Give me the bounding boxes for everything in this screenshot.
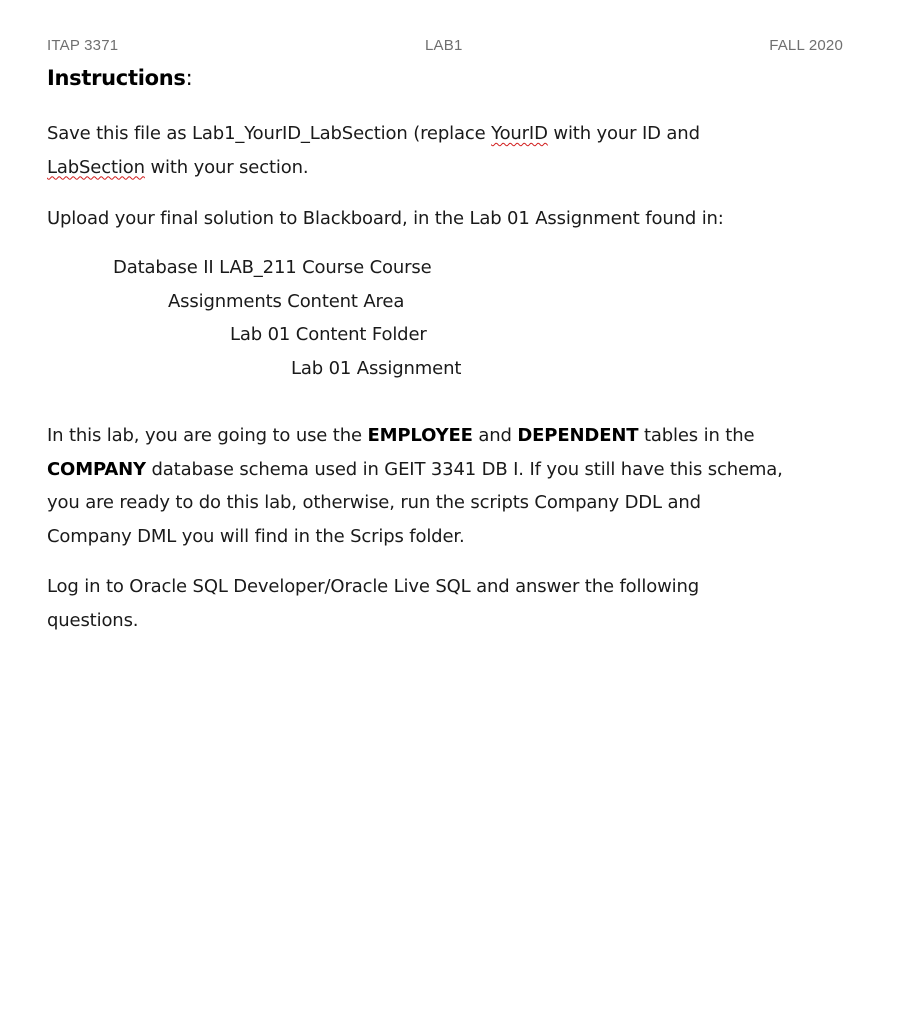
company-schema-name: COMPANY xyxy=(47,458,146,480)
header-lab-label: LAB1 xyxy=(425,37,463,54)
login-line-2: questions. xyxy=(47,609,139,631)
upload-text: Upload your final solution to Blackboard, in the Lab 01 Assignment found in: xyxy=(47,208,724,229)
dependent-table-name: DEPENDENT xyxy=(517,425,639,446)
login-line-1: Log in to Oracle SQL Developer/Oracle Live SQL and answer the following xyxy=(47,576,700,597)
lab-line-2 xyxy=(47,453,867,487)
save-file-paragraph xyxy=(47,117,867,184)
path-level-3: Lab 01 Content Folder xyxy=(230,324,427,345)
spellcheck-word-yourid: YourID xyxy=(491,123,548,144)
save-text-1b: with your ID and xyxy=(547,123,700,144)
path-level-1: Database II LAB_211 Course Course xyxy=(113,257,432,278)
instructions-heading-colon: : xyxy=(185,66,193,90)
upload-paragraph xyxy=(47,202,867,236)
save-text-1a: Save this file as Lab1_YourID_LabSection (replace xyxy=(47,123,492,144)
lab-text-1b: and xyxy=(472,425,518,446)
employee-table-name: EMPLOYEE xyxy=(367,425,473,446)
spellcheck-word-labsection: LabSection xyxy=(47,156,145,178)
lab-text-2a: database schema used in GEIT 3341 DB I. If you still have this schema, xyxy=(145,458,783,480)
lab-line-1 xyxy=(47,419,867,453)
lab-text-1a: In this lab, you are going to use the xyxy=(47,425,368,446)
login-paragraph xyxy=(47,570,867,637)
lab-description-paragraph xyxy=(47,419,867,553)
lab-line-4: Company DML you will find in the Scrips folder. xyxy=(47,525,465,547)
path-level-2: Assignments Content Area xyxy=(168,291,405,312)
header-semester: FALL 2020 xyxy=(769,37,843,54)
save-line-2 xyxy=(47,151,867,185)
save-text-2b: with your section. xyxy=(144,156,309,178)
header-course-code: ITAP 3371 xyxy=(47,37,119,54)
lab-text-1c: tables in the xyxy=(638,425,755,446)
lab-line-3: you are ready to do this lab, otherwise, run the scripts Company DDL and xyxy=(47,492,701,513)
path-level-4: Lab 01 Assignment xyxy=(291,358,462,379)
instructions-heading xyxy=(47,66,192,90)
save-line-1 xyxy=(47,117,867,151)
instructions-heading-text: Instructions xyxy=(47,66,186,90)
